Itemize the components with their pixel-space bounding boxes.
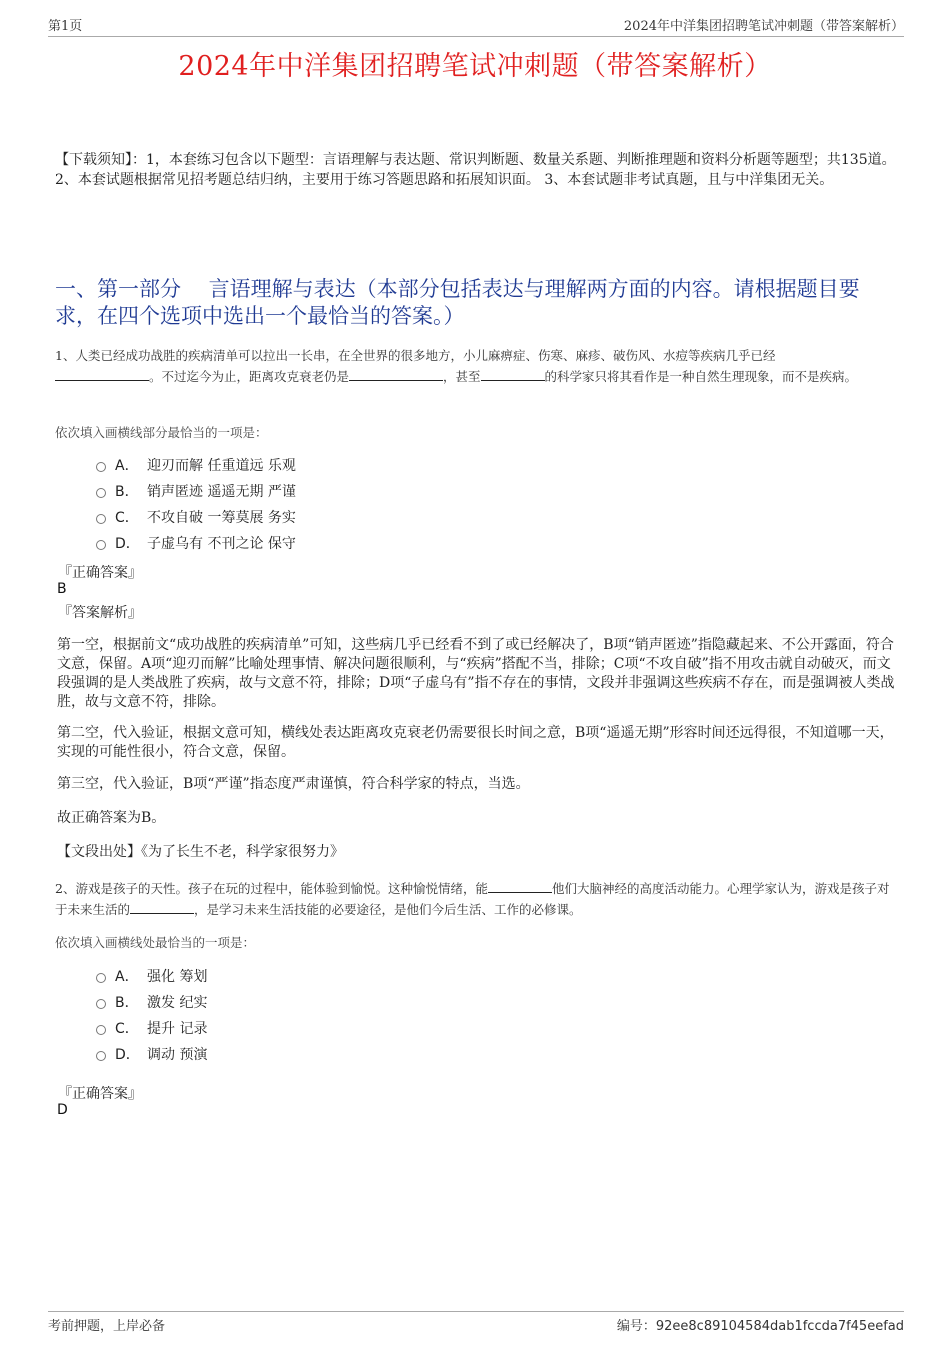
page-number: 第1页 (48, 19, 83, 34)
q1-stem-part: 的科学家只将其看作是一种自然生理现象，而不是疾病。 (544, 369, 858, 384)
download-notice: 【下载须知】：1，本套练习包含以下题型：言语理解与表达题、常识判断题、数量关系题、判断推理题和资料分析题等题型；共135道。 2、本套试题根据常见招考题总结归纳，主要用于练习答题思路和拓展知识面。 3、本套试题非考试真题，且与中洋集团无关。 (55, 152, 896, 188)
q1-answer: B (57, 581, 67, 597)
radio-icon[interactable] (96, 488, 106, 498)
q2-answer-label: 『正确答案』 (58, 1086, 142, 1102)
q1-analysis-label: 『答案解析』 (58, 605, 142, 621)
source-citation: 【文段出处】《为了长生不老，科学家很努力》 (57, 844, 344, 860)
analysis-paragraph: 第三空，代入验证，B项“严谨”指态度严肃谨慎，符合科学家的特点，当选。 (57, 776, 530, 792)
radio-icon[interactable] (96, 973, 106, 983)
radio-icon[interactable] (96, 999, 106, 1009)
q1-stem-part: 。不过迄今为止，距离攻克衰老仍是 (149, 369, 350, 384)
q1-stem-part: ，甚至 (443, 369, 481, 384)
page-header (48, 14, 904, 37)
option-d[interactable]: D． 调动 预演 (96, 1041, 207, 1067)
q2-stem-part: 2、游戏是孩子的天性。孩子在玩的过程中，能体验到愉悦。这种愉悦情绪，能 (55, 881, 488, 896)
option-c[interactable]: C． 不攻自破 一筹莫展 务实 (96, 504, 296, 530)
footer-slogan: 考前押题，上岸必备 (48, 1319, 166, 1334)
q2-stem-part: ，是学习未来生活技能的必要途径，是他们今后生活、工作的必修课。 (194, 902, 582, 917)
q2-prompt: 依次填入画横线处最恰当的一项是： (55, 935, 256, 950)
q1-options (96, 452, 296, 556)
q2-options (96, 963, 207, 1067)
analysis-paragraph: 第一空，根据前文“成功战胜的疾病清单”可知，这些病几乎已经看不到了或已经解决了，B项“销声匿迹”指隐藏起来、不公开露面，符合文意，保留。A项“迎刃而解”比喻处理事情、解决问题很顺利，与“疾病”搭配不当，排除；C项“不攻自破”指不用攻击就自动破灭，而文段强调的是人类战胜了疾病，故与文意不符，排除；D项“子虚乌有”指不存在的事情，文段并非强调这些疾病不存在，而是强调被人类战胜，故与文意不符，排除。 (57, 637, 895, 710)
radio-icon[interactable] (96, 1051, 106, 1061)
page-footer (48, 1311, 904, 1334)
radio-icon[interactable] (96, 1025, 106, 1035)
radio-icon[interactable] (96, 514, 106, 524)
option-a[interactable]: A． 迎刃而解 任重道远 乐观 (96, 452, 296, 478)
q1-answer-label: 『正确答案』 (58, 565, 142, 581)
q1-prompt: 依次填入画横线部分最恰当的一项是： (55, 425, 268, 440)
fill-blank (55, 366, 149, 381)
option-a[interactable]: A． 强化 筹划 (96, 963, 207, 989)
option-b[interactable]: B． 销声匿迹 遥遥无期 严谨 (96, 478, 296, 504)
fill-blank (130, 899, 194, 914)
section-title: 一、第一部分 言语理解与表达（本部分包括表达与理解两方面的内容。请根据题目要求，在四个选项中选出一个最恰当的答案。） (55, 277, 860, 328)
analysis-paragraph: 故正确答案为B。 (57, 810, 166, 826)
option-d[interactable]: D． 子虚乌有 不刊之论 保守 (96, 530, 296, 556)
analysis-paragraph: 第二空，代入验证，根据文意可知，横线处表达距离攻克衰老仍需要很长时间之意，B项“遥遥无期”形容时间还远得很，不知道哪一天，实现的可能性很小，符合文意，保留。 (57, 725, 894, 760)
q1-stem-part: 1、人类已经成功战胜的疾病清单可以拉出一长串，在全世界的很多地方，小儿麻痹症、伤寒、麻疹、破伤风、水痘等疾病几乎已经 (55, 348, 776, 363)
fill-blank (488, 878, 552, 893)
header-doc-title: 2024年中洋集团招聘笔试冲刺题（带答案解析） (623, 19, 904, 34)
option-c[interactable]: C． 提升 记录 (96, 1015, 207, 1041)
document-title: 2024年中洋集团招聘笔试冲刺题（带答案解析） (178, 51, 772, 82)
question-2-stem (55, 878, 900, 920)
radio-icon[interactable] (96, 462, 106, 472)
radio-icon[interactable] (96, 540, 106, 550)
q2-stem-part: 他们大脑神经的高度活动能力。心理学家认为，游戏是孩子对于未来生活的 (55, 881, 890, 917)
document-code: 编号：92ee8c89104584dab1fccda7f45eefad (616, 1319, 904, 1334)
q2-answer: D (57, 1102, 68, 1118)
fill-blank (481, 366, 545, 381)
fill-blank (349, 366, 443, 381)
question-1-stem (55, 346, 900, 387)
option-b[interactable]: B． 激发 纪实 (96, 989, 207, 1015)
